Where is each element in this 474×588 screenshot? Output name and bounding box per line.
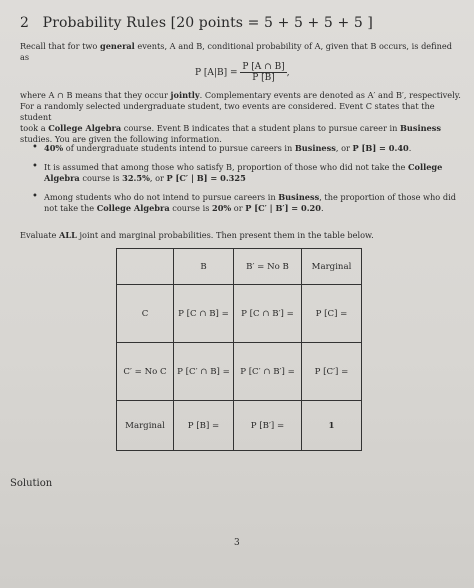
table-header-cell: B [174,249,234,285]
bullet-2-bold: Algebra [44,173,80,183]
intro-paragraph [20,41,460,63]
definition-text: where A ∩ B means that they occur [20,90,171,100]
bullet-3-line-2 [44,203,462,214]
bullet-3-text: . [320,203,324,213]
bullet-3-bold: College Algebra [96,203,170,213]
table-header-cell: B′ = No B [234,249,302,285]
page-number: 3 [234,538,240,548]
bullet-2-bold: College [408,162,443,172]
evaluate-text: joint and marginal probabilities. Then present them in the table below. [76,230,374,240]
intro-line-2: as [20,52,30,62]
table-header-cell [117,249,174,285]
evaluate-instruction [20,230,460,241]
table-cell: P [B′] = [234,401,302,451]
formula-denominator: P [B] [252,73,275,83]
table-cell: P [C] = [302,285,362,343]
bullet-1-bold: 40% [44,143,64,153]
problem-number: 2 [20,15,30,31]
table-row-label: C [117,285,174,343]
bullet-1-text: of undergraduate students intend to pursue careers in [63,143,295,153]
table-cell: P [C ∩ B] = [174,285,234,343]
bullet-2-line-1 [44,162,462,173]
bullet-item-2 [32,162,462,184]
definition-bold-college-algebra: College Algebra [48,123,122,133]
bullet-3-bold: 20% [212,203,232,213]
table-cell: P [C′ ∩ B] = [174,343,234,401]
bullet-3-text: Among students who do not intend to pursue careers in [44,192,279,202]
bullet-1-text: , or [335,143,353,153]
conditional-probability-formula [195,62,290,83]
definition-text: . Complementary events are denoted as A′ and B′, respectively. [199,90,461,100]
formula-end: , [286,68,290,78]
bullet-1-text: . [408,143,412,153]
bullet-item-3 [32,192,462,214]
bullet-3-bold: Business [278,192,320,202]
definition-line-3 [20,123,462,134]
table-cell: P [B] = [174,401,234,451]
bullet-2-bold: 32.5% [122,173,150,183]
bullet-2-text: It is assumed that among those who satisfy B, proportion of those who did not take the [44,162,409,172]
bullet-2-bold: P [C′ | B] = 0.325 [166,173,246,183]
evaluate-bold-all: ALL [59,230,77,240]
bullet-1-bold: P [B] = 0.40 [352,143,409,153]
bullet-3-text: , the proportion of those who did [319,192,456,202]
intro-line-1 [20,41,460,52]
table-header-cell: Marginal [302,249,362,285]
given-information-list [32,143,462,219]
bullet-2-text: course is [79,173,123,183]
bullet-3-text: course is [169,203,213,213]
bullet-3-bold: P [C′ | B′] = 0.20 [245,203,321,213]
table-cell: P [C ∩ B′] = [234,285,302,343]
evaluate-text: Evaluate [20,230,59,240]
definition-line-1 [20,90,462,101]
bullet-2-text: , or [149,173,167,183]
intro-text: Recall that for two [20,41,100,51]
table-header-row [117,249,362,285]
table-row-label: C′ = No C [117,343,174,401]
solution-label: Solution [10,478,53,489]
definition-line-4: studies. You are given the following information. [20,134,222,144]
definition-paragraph [20,90,462,145]
intro-bold-general: general [99,41,135,51]
bullet-3-line-1 [44,192,462,203]
bullet-2-line-2 [44,173,462,184]
definition-text: took a [20,123,49,133]
problem-heading [20,15,373,31]
formula-lhs: P [A|B] = [195,68,238,78]
definition-line-2: For a randomly selected undergraduate student, two events are considered. Event C states that the student [20,101,435,122]
bullet-1-bold: Business [294,143,336,153]
definition-text: course. Event B indicates that a student plans to pursue career in [121,123,400,133]
table-row [117,285,362,343]
table-row-label: Marginal [117,401,174,451]
bullet-3-text: or [231,203,246,213]
intro-text: events, A and B, conditional probability of A, given that B occurs, is defined [134,41,452,51]
table-cell: 1 [302,401,362,451]
definition-bold-business: Business [400,123,441,133]
table-row [117,343,362,401]
table-cell: P [C′ ∩ B′] = [234,343,302,401]
table-row [117,401,362,451]
formula-numerator: P [A ∩ B] [242,62,285,72]
table-cell: P [C′] = [302,343,362,401]
formula-fraction [240,62,286,83]
bullet-item-1 [32,143,462,154]
bullet-3-text: not take the [44,203,97,213]
definition-bold-jointly: jointly [170,90,200,100]
probability-table [116,248,362,451]
problem-title: Probability Rules [20 points = 5 + 5 + 5 + 5 ] [42,15,373,31]
